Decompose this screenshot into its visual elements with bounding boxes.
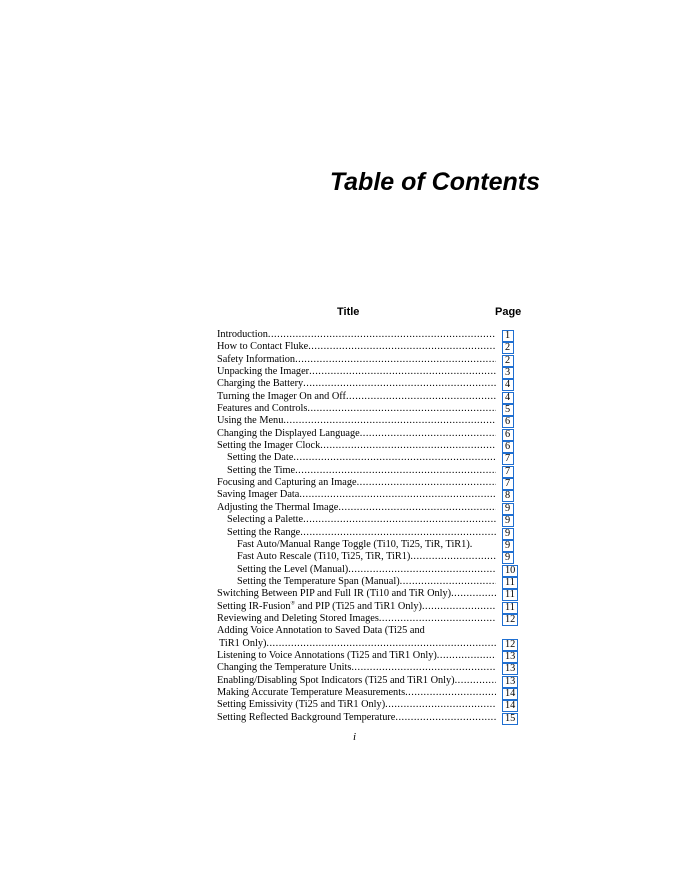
toc-entry-label: Setting Emissivity (Ti25 and TiR1 Only) ..... — [217, 699, 496, 711]
toc-entry-label: Focusing and Capturing an Image ..... — [217, 477, 496, 489]
toc-page-link[interactable]: 9 — [502, 540, 514, 552]
toc-page-link[interactable]: 9 — [502, 528, 514, 540]
toc-entry-pip-full-ir[interactable] — [217, 588, 519, 600]
toc-entry-label: Enabling/Disabling Spot Indicators (Ti25 and TiR1 Only) ..... — [217, 675, 496, 687]
toc-entry-label: Unpacking the Imager ..... — [217, 366, 496, 378]
toc-page-link[interactable]: 13 — [502, 663, 518, 675]
toc-entry-contact-fluke[interactable] — [217, 341, 519, 353]
toc-entry-label: Fast Auto Rescale (Ti10, Ti25, TiR, TiR1) ..... — [237, 551, 496, 563]
toc-entry-label: Using the Menu ..... — [217, 415, 496, 427]
toc-entry-spot-indicators[interactable] — [217, 675, 519, 687]
toc-entry-ir-fusion-pip[interactable] — [217, 601, 519, 613]
toc-entry-label: Adding Voice Annotation to Saved Data (Ti25 and — [217, 625, 425, 637]
toc-entry-label: Saving Imager Data ..... — [217, 489, 496, 501]
toc-entry-label: Making Accurate Temperature Measurements ..... — [217, 687, 496, 699]
toc-page-link[interactable]: 7 — [502, 466, 514, 478]
toc-entry-introduction[interactable] — [217, 329, 519, 341]
toc-entry-label: Adjusting the Thermal Image ..... — [217, 502, 496, 514]
toc-page-link[interactable]: 10 — [502, 565, 518, 577]
toc-entry-label: Selecting a Palette ..... — [227, 514, 496, 526]
toc-entry-features-controls[interactable] — [217, 403, 519, 415]
toc-page-link[interactable]: 15 — [502, 713, 518, 725]
toc-page-link[interactable]: 6 — [502, 416, 514, 428]
toc-page-link[interactable]: 13 — [502, 651, 518, 663]
toc-entry-label: Reviewing and Deleting Stored Images ..... — [217, 613, 496, 625]
toc-entry-label: Setting the Range ..... — [227, 527, 496, 539]
toc-entry-turning-on-off[interactable] — [217, 391, 519, 403]
toc-page-link[interactable]: 7 — [502, 478, 514, 490]
toc-entry-label: Setting the Temperature Span (Manual) ..... — [237, 576, 496, 588]
toc-entry-voice-annotation[interactable] — [217, 625, 519, 637]
toc-entry-label: Setting IR-Fusion® and PIP (Ti25 and TiR1 Only) ..... — [217, 601, 496, 613]
page-number: i — [353, 731, 357, 743]
registered-mark: ® — [290, 600, 296, 607]
toc-entry-label: Fast Auto/Manual Range Toggle (Ti10, Ti25, TiR, TiR1). — [237, 538, 473, 550]
toc-entry-imager-clock[interactable] — [217, 440, 519, 452]
toc-page-link[interactable]: 4 — [502, 379, 514, 391]
toc-entry-setting-date[interactable] — [217, 452, 519, 464]
toc-entry-voice-annotation-cont[interactable] — [217, 638, 519, 650]
toc-page-link[interactable]: 2 — [502, 355, 514, 367]
toc-entry-saving-data[interactable] — [217, 489, 519, 501]
page-column-header: Page — [495, 306, 522, 318]
toc-page-link[interactable]: 11 — [502, 589, 518, 601]
toc-entry-focusing-capturing[interactable] — [217, 477, 519, 489]
toc-entry-label: Changing the Displayed Language ..... — [217, 428, 496, 440]
toc-entry-setting-time[interactable] — [217, 465, 519, 477]
toc-entry-using-menu[interactable] — [217, 415, 519, 427]
toc-entry-label: Setting Reflected Background Temperature ..... — [217, 712, 496, 724]
toc-entry-temperature-span[interactable] — [217, 576, 519, 588]
toc-page-link[interactable]: 14 — [502, 700, 518, 712]
toc-list — [217, 329, 519, 724]
toc-page-link[interactable]: 12 — [502, 614, 518, 626]
toc-entry-label: Setting the Time ..... — [227, 465, 496, 477]
toc-page-link[interactable]: 9 — [502, 503, 514, 515]
toc-entry-safety-information[interactable] — [217, 354, 519, 366]
toc-entry-displayed-language[interactable] — [217, 428, 519, 440]
toc-page-link[interactable]: 11 — [502, 602, 518, 614]
toc-entry-label: Turning the Imager On and Off ..... — [217, 391, 496, 403]
toc-entry-label: Features and Controls ..... — [217, 403, 496, 415]
toc-entry-accurate-measurements[interactable] — [217, 687, 519, 699]
toc-page-link[interactable]: 9 — [502, 552, 514, 564]
toc-entry-unpacking[interactable] — [217, 366, 519, 378]
toc-entry-label: Setting the Date ..... — [227, 452, 496, 464]
toc-entry-setting-emissivity[interactable] — [217, 699, 519, 711]
toc-page-link[interactable]: 5 — [502, 404, 514, 416]
toc-entry-label: TiR1 Only) ..... — [219, 638, 496, 650]
toc-page-link[interactable]: 2 — [502, 342, 514, 354]
toc-entry-label: Charging the Battery ..... — [217, 378, 496, 390]
toc-entry-label: Setting the Imager Clock ..... — [217, 440, 496, 452]
toc-page-link[interactable]: 8 — [502, 490, 514, 502]
toc-entry-selecting-palette[interactable] — [217, 514, 519, 526]
toc-page-link[interactable]: 3 — [502, 367, 514, 379]
toc-entry-reflected-background[interactable] — [217, 712, 519, 724]
toc-entry-label: Introduction ..... — [217, 329, 496, 341]
toc-entry-listening-annotations[interactable] — [217, 650, 519, 662]
toc-page-link[interactable]: 11 — [502, 577, 518, 589]
toc-entry-adjusting-thermal-image[interactable] — [217, 502, 519, 514]
toc-page-link[interactable]: 14 — [502, 688, 518, 700]
toc-entry-label: Switching Between PIP and Full IR (Ti10 and TiR Only) ..... — [217, 588, 496, 600]
toc-page-link[interactable]: 7 — [502, 453, 514, 465]
toc-entry-setting-level[interactable] — [217, 564, 519, 576]
toc-page-link[interactable]: 4 — [502, 392, 514, 404]
toc-page-link[interactable]: 12 — [502, 639, 518, 651]
toc-entry-label: How to Contact Fluke ..... — [217, 341, 496, 353]
toc-entry-setting-range[interactable] — [217, 527, 519, 539]
toc-page-link[interactable]: 13 — [502, 676, 518, 688]
toc-entry-charging-battery[interactable] — [217, 378, 519, 390]
title-column-header: Title — [337, 306, 360, 318]
toc-page-link[interactable]: 6 — [502, 441, 514, 453]
toc-entry-label: Setting the Level (Manual) ..... — [237, 564, 496, 576]
toc-entry-reviewing-images[interactable] — [217, 613, 519, 625]
toc-entry-label: Safety Information ..... — [217, 354, 496, 366]
toc-page-link[interactable]: 1 — [502, 330, 514, 342]
toc-page-link[interactable]: 9 — [502, 515, 514, 527]
toc-entry-temperature-units[interactable] — [217, 662, 519, 674]
toc-entry-fast-auto-rescale[interactable] — [217, 551, 519, 563]
toc-entry-label: Listening to Voice Annotations (Ti25 and TiR1 Only) ..... — [217, 650, 496, 662]
toc-page-link[interactable]: 6 — [502, 429, 514, 441]
toc-entry-label: Changing the Temperature Units ..... — [217, 662, 496, 674]
toc-entry-fast-range-toggle[interactable] — [217, 539, 519, 551]
page-title: Table of Contents — [329, 168, 540, 196]
